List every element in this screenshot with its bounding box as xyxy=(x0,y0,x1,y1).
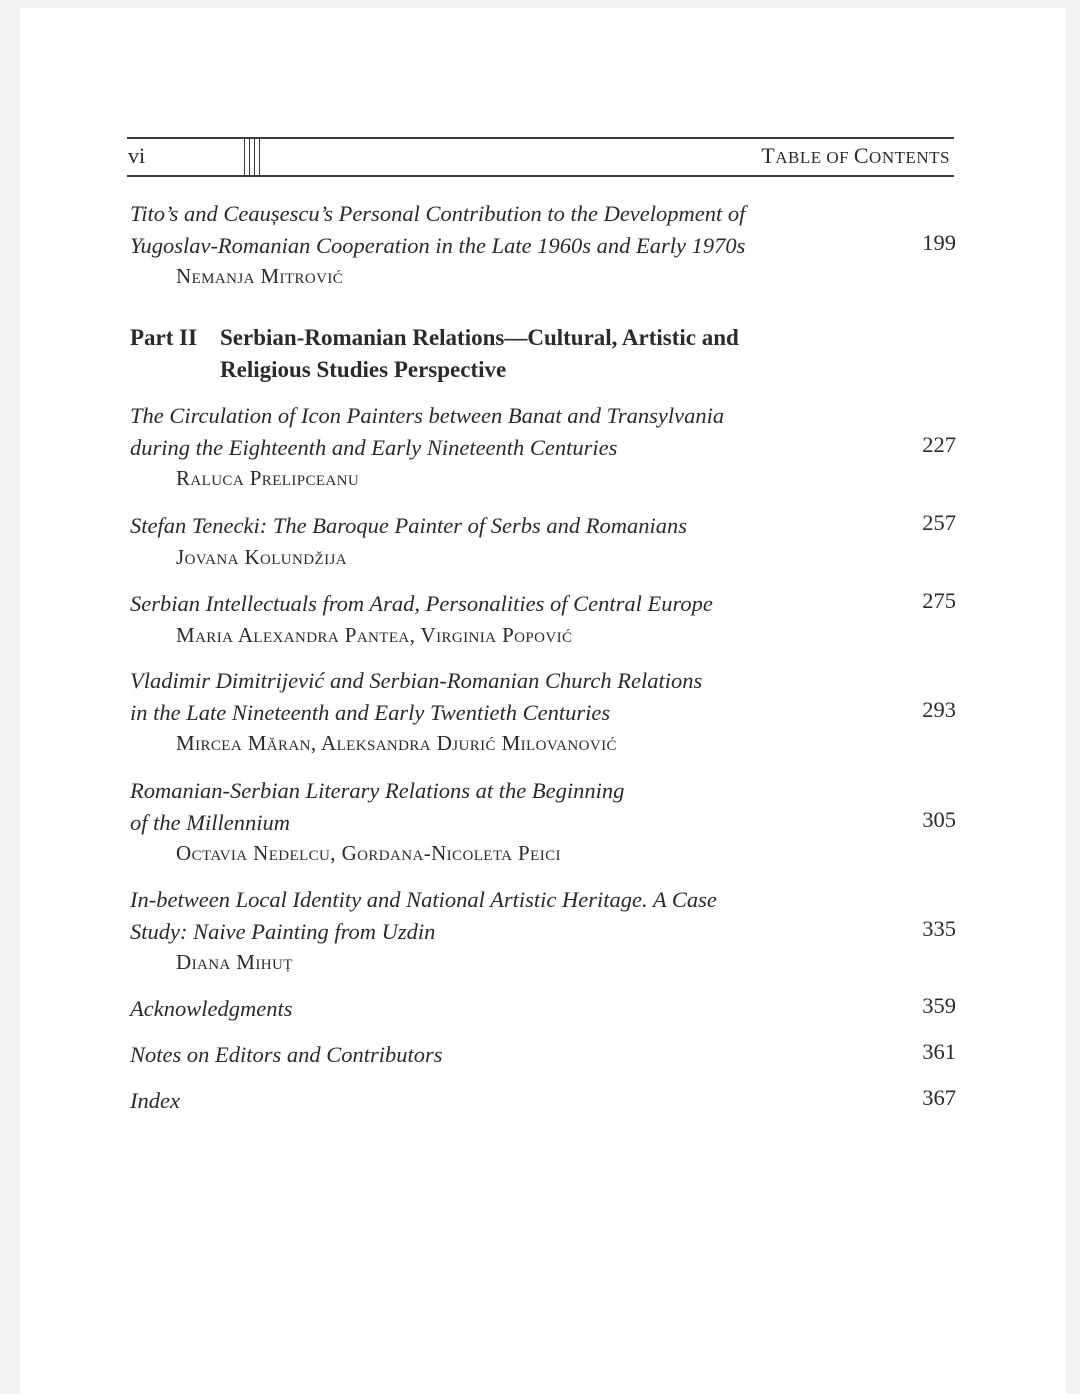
toc-entry-title: Stefan Tenecki: The Baroque Painter of Serbs and Romanians xyxy=(130,513,688,538)
running-head-title: TABLE OF CONTENTS xyxy=(761,143,950,168)
toc-page-number: 361 xyxy=(922,1039,956,1064)
toc-entry-author: Raluca Prelipceanu xyxy=(176,466,360,490)
toc-page-number: 335 xyxy=(922,916,956,941)
header-divider xyxy=(249,137,250,177)
toc-page-number: 275 xyxy=(922,588,956,613)
header-divider xyxy=(254,137,255,177)
part-heading xyxy=(130,322,956,386)
toc-entry[interactable] xyxy=(130,198,956,291)
toc-page-number: 359 xyxy=(922,993,956,1018)
header-divider xyxy=(244,137,245,177)
toc-entry-author: Diana Mihuț xyxy=(176,950,293,974)
toc-entry[interactable] xyxy=(130,775,956,868)
header-divider xyxy=(259,137,260,177)
toc-entry-title: Index xyxy=(130,1088,180,1113)
toc-entry-title: The Circulation of Icon Painters between Banat and Transylvania during the Eighteenth and Early Nineteenth Centuries xyxy=(130,403,725,460)
part-label: Part II xyxy=(130,325,198,350)
toc-page-number: 257 xyxy=(922,510,956,535)
toc-page-number: 293 xyxy=(922,697,956,722)
toc-entry-title: Acknowledgments xyxy=(130,996,293,1021)
toc-entry-author: Mircea Măran, Aleksandra Djurić Milovanović xyxy=(176,731,617,755)
toc-entry-author: Jovana Kolundžija xyxy=(176,544,347,569)
toc-page-number: 367 xyxy=(922,1085,956,1110)
toc-entry-title: Tito’s and Ceaușescu’s Personal Contribution to the Development of Yugoslav-Romanian Cooperation in the Late 1960s and Early 1970s xyxy=(130,201,746,258)
page-folio: vi xyxy=(128,143,146,168)
toc-page-number: 305 xyxy=(922,807,956,832)
toc-entry-author: Octavia Nedelcu, Gordana-Nicoleta Peici xyxy=(176,841,561,865)
toc-entry[interactable] xyxy=(130,588,956,650)
toc-entry[interactable] xyxy=(130,400,956,493)
toc-entry-title: In-between Local Identity and National Artistic Heritage. A Case Study: Naive Painting from Uzdin xyxy=(130,887,717,944)
toc-entry-title: Romanian-Serbian Literary Relations at the Beginning of the Millennium xyxy=(130,778,625,835)
toc-entry-title: Vladimir Dimitrijević and Serbian-Romanian Church Relations in the Late Nineteenth and Early Twentieth Centuries xyxy=(130,668,703,725)
toc-page-number: 199 xyxy=(922,230,956,255)
toc-page-number: 227 xyxy=(922,432,956,457)
toc-entry-author: Nemanja Mitrović xyxy=(176,264,344,288)
toc-entry[interactable] xyxy=(130,993,956,1025)
part-title-line: Religious Studies Perspective xyxy=(220,357,507,382)
toc-entry-title: Notes on Editors and Contributors xyxy=(130,1042,443,1067)
toc-entry[interactable] xyxy=(130,510,956,572)
toc-entry-author: Maria Alexandra Pantea, Virginia Popović xyxy=(176,622,573,647)
part-title-line: Serbian-Romanian Relations—Cultural, Artistic and xyxy=(220,325,739,350)
header-rule-bottom xyxy=(127,175,954,177)
toc-entry[interactable] xyxy=(130,665,956,758)
toc-entry[interactable] xyxy=(130,1039,956,1071)
toc-entry[interactable] xyxy=(130,884,956,977)
toc-entry-title: Serbian Intellectuals from Arad, Personalities of Central Europe xyxy=(130,591,713,616)
running-header xyxy=(127,137,954,179)
toc-entry[interactable] xyxy=(130,1085,956,1117)
header-rule-top xyxy=(127,137,954,139)
